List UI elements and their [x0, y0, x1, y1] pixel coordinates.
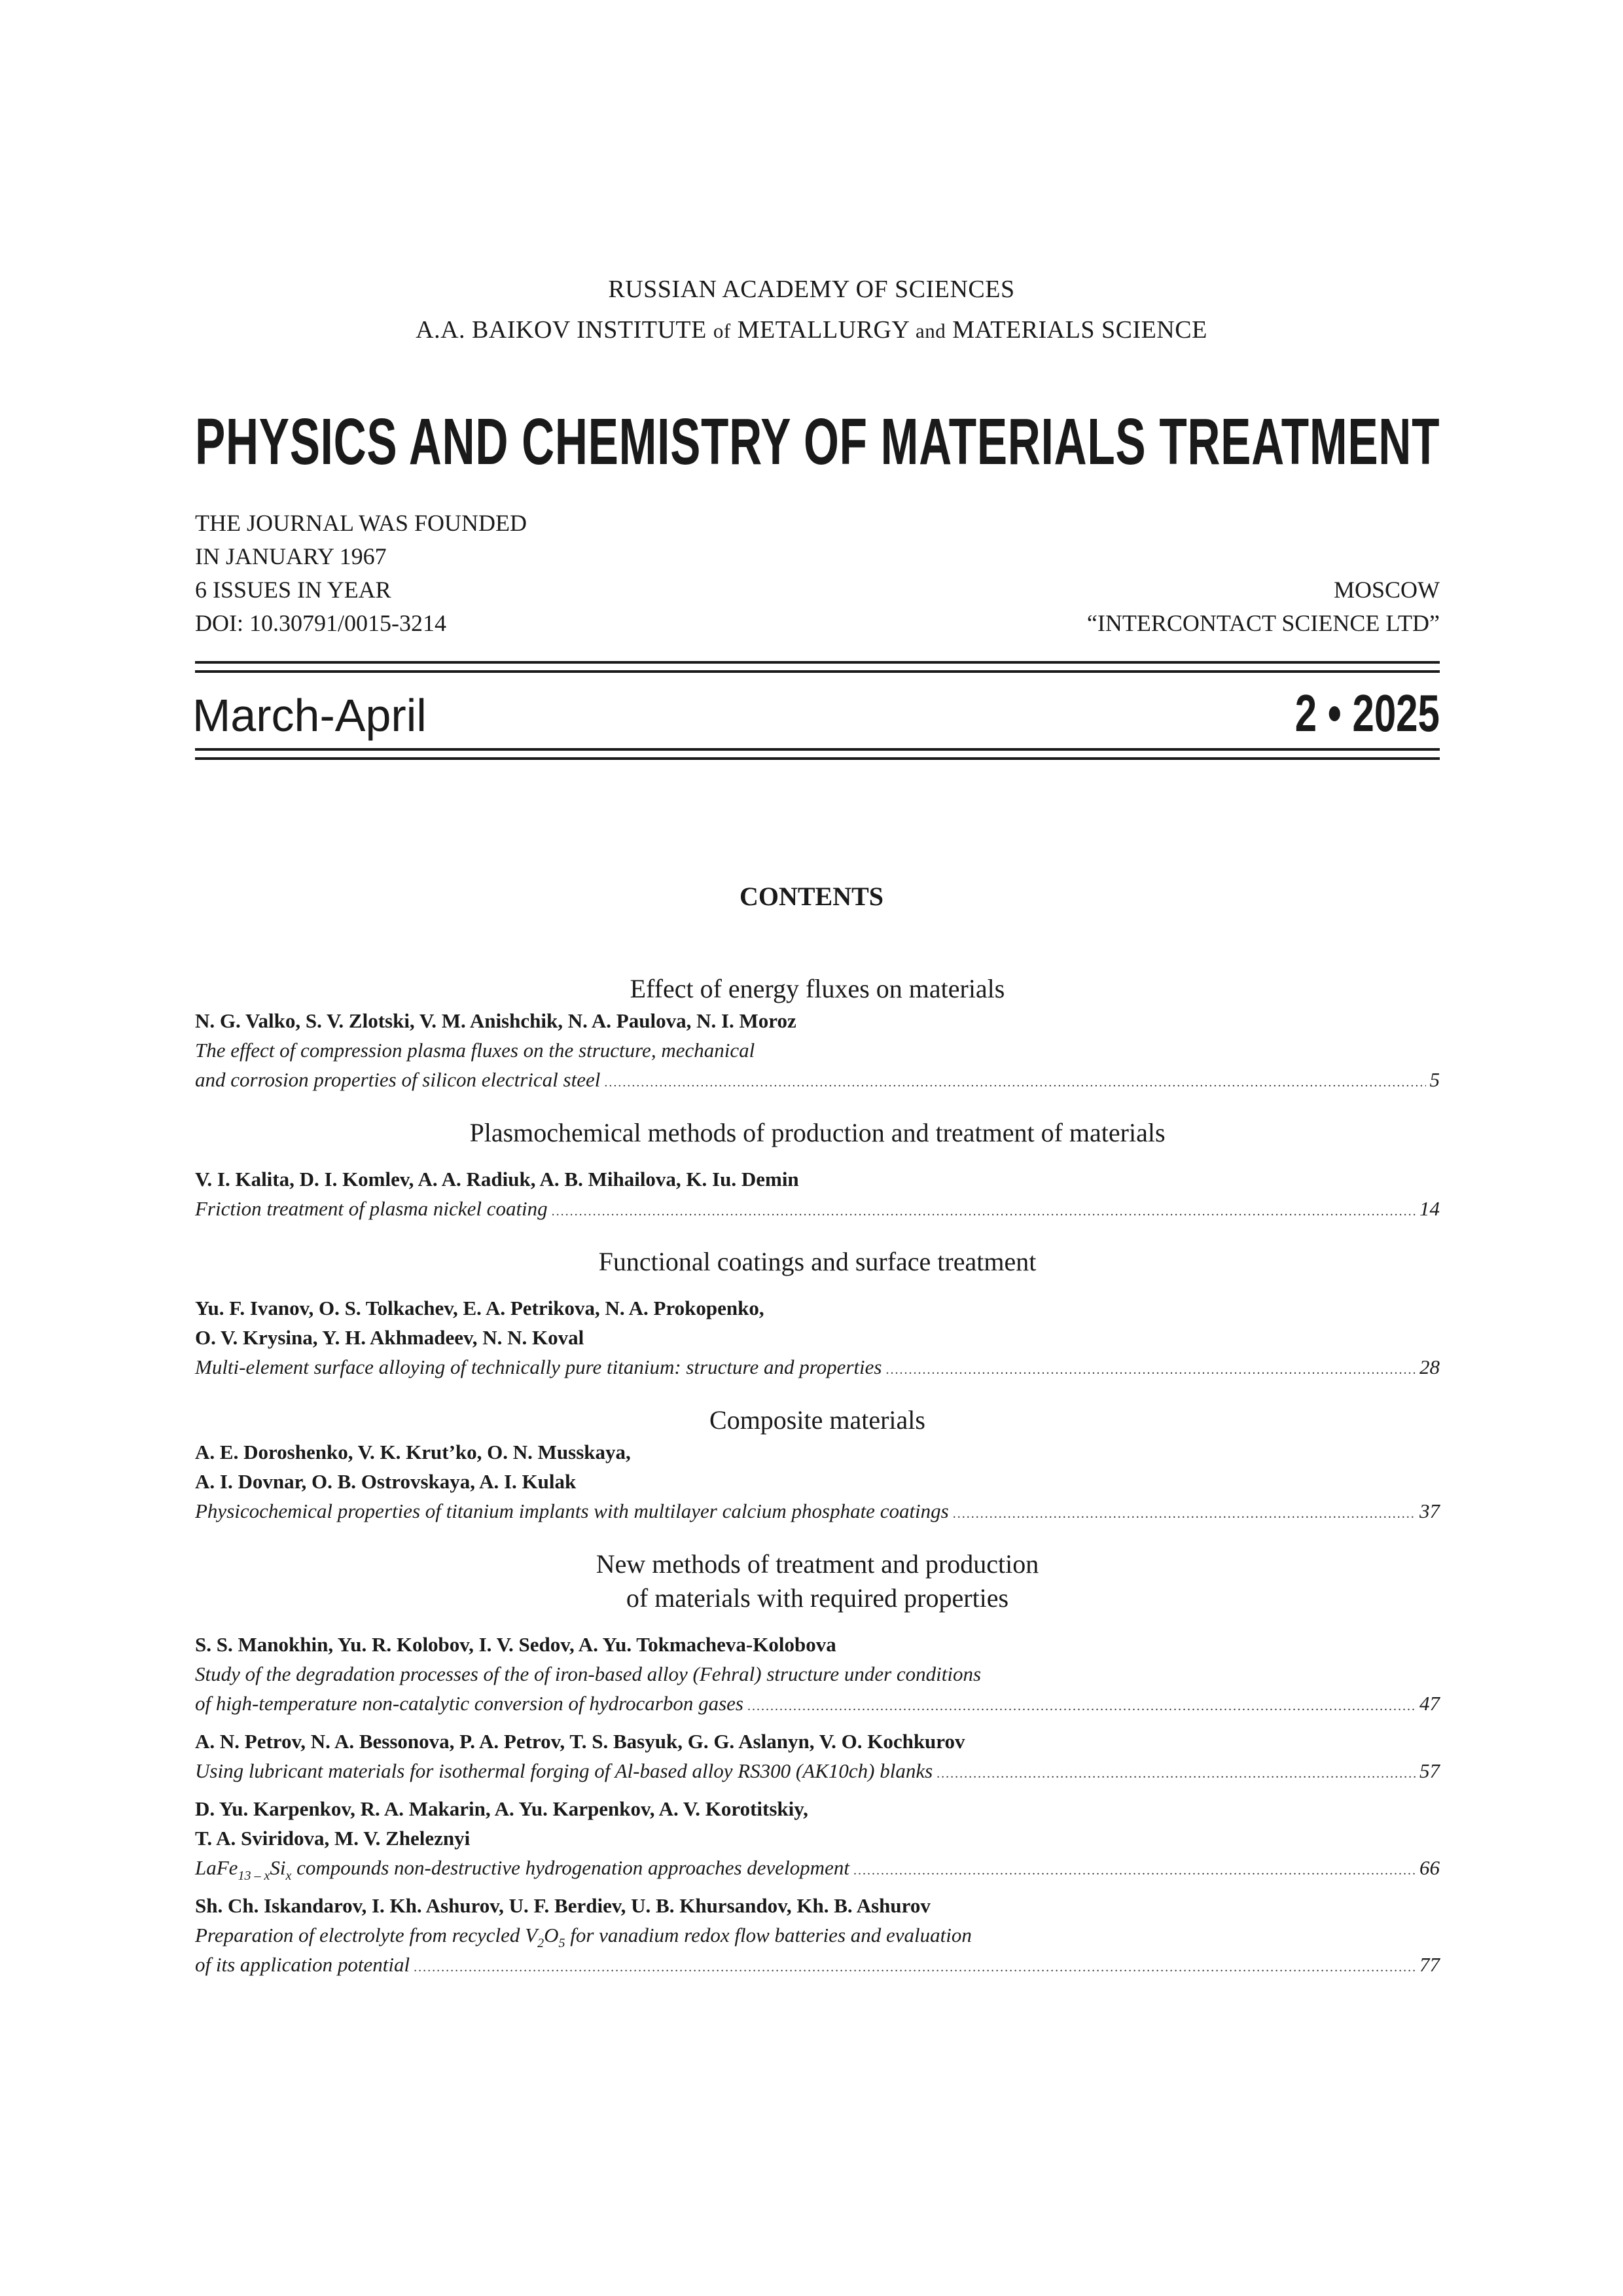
entry-authors: V. I. Kalita, D. I. Komlev, A. A. Radiuk, A. B. Mihailova, K. Iu. Demin — [195, 1168, 799, 1191]
toc-entry[interactable] — [195, 1164, 1440, 1227]
entry-title: Physicochemical properties of titanium implants with multilayer calcium phosphate coatings — [195, 1499, 949, 1522]
organization-name: RUSSIAN ACADEMY OF SCIENCES — [608, 276, 1015, 303]
page-number: 14 — [1419, 1197, 1440, 1220]
spacer — [195, 1615, 1440, 1630]
spacer — [195, 1098, 1440, 1116]
dot-leader — [552, 1197, 1416, 1227]
spacer — [195, 1886, 1440, 1891]
toc-section — [195, 1116, 1440, 1245]
entry-authors: Yu. F. Ivanov, O. S. Tolkachev, E. A. Petrikova, N. A. Prokopenko, — [195, 1297, 764, 1319]
toc-entry[interactable] — [195, 1006, 1440, 1098]
page-number: 47 — [1419, 1692, 1440, 1715]
entry-authors: O. V. Krysina, Y. H. Akhmadeev, N. N. Koval — [195, 1326, 584, 1349]
entry-authors: Sh. Ch. Iskandarov, I. Kh. Ashurov, U. F. Berdiev, U. B. Khursandov, Kh. B. Ashurov — [195, 1894, 931, 1917]
entry-title: and corrosion properties of silicon electrical steel — [195, 1068, 601, 1091]
section-heading — [195, 1245, 1440, 1279]
spacer — [195, 1385, 1440, 1403]
toc-entry[interactable] — [195, 1630, 1440, 1721]
subscript: 2 — [537, 1936, 544, 1950]
journal-info-line: THE JOURNAL WAS FOUNDED — [195, 510, 527, 536]
divider — [195, 670, 1440, 673]
institute-name-part: A.A. BAIKOV INSTITUTE — [416, 316, 707, 344]
toc-section — [195, 1403, 1440, 1547]
spacer — [195, 1789, 1440, 1794]
entry-title — [195, 1853, 849, 1882]
dot-leader — [853, 1856, 1416, 1886]
toc-entry[interactable] — [195, 1891, 1440, 1982]
page-number: 66 — [1419, 1856, 1440, 1879]
entry-authors: N. G. Valko, S. V. Zlotski, V. M. Anishchik, N. A. Paulova, N. I. Moroz — [195, 1009, 796, 1032]
section-heading-line: Functional coatings and surface treatment — [598, 1247, 1037, 1276]
entry-authors: T. A. Sviridova, M. V. Zheleznyi — [195, 1827, 471, 1850]
section-heading-line: of materials with required properties — [626, 1583, 1009, 1613]
dot-leader — [747, 1692, 1416, 1721]
publisher-name: “INTERCONTACT SCIENCE LTD” — [1086, 610, 1440, 636]
spacer — [195, 1529, 1440, 1547]
divider — [195, 748, 1440, 751]
toc-entry[interactable] — [195, 1437, 1440, 1529]
dot-leader — [886, 1355, 1416, 1385]
issue-months: March-April — [192, 690, 427, 741]
toc-entry[interactable] — [195, 1794, 1440, 1886]
entry-title-row — [195, 1194, 1440, 1227]
journal-title: PHYSICS AND CHEMISTRY OF MATERIALS TREATMENT — [195, 405, 1440, 478]
entry-title: Study of the degradation processes of the of iron-based alloy (Fehral) structure under conditions — [195, 1662, 982, 1685]
entry-title: of its application potential — [195, 1953, 410, 1976]
institute-name-part: and — [915, 319, 946, 342]
page-number: 37 — [1419, 1499, 1440, 1522]
entry-title: The effect of compression plasma fluxes on the structure, mechanical — [195, 1039, 755, 1062]
dot-leader — [604, 1068, 1425, 1098]
spacer — [195, 1150, 1440, 1164]
journal-info-line: IN JANUARY 1967 — [195, 543, 387, 569]
entry-title-row — [195, 1352, 1440, 1385]
institute-name-part: of — [713, 319, 731, 342]
entry-title: of high-temperature non-catalytic conversion of hydrocarbon gases — [195, 1692, 743, 1715]
toc-section — [195, 972, 1440, 1116]
entry-title-row — [195, 1496, 1440, 1529]
subscript: 13 – x — [238, 1869, 270, 1883]
page-number: 28 — [1419, 1355, 1440, 1378]
contents-heading: CONTENTS — [739, 882, 884, 911]
publisher-info — [1087, 573, 1440, 640]
entry-authors: S. S. Manokhin, Yu. R. Kolobov, I. V. Sedov, A. Yu. Tokmacheva-Kolobova — [195, 1633, 836, 1656]
institute-name — [0, 315, 1623, 344]
spacer — [195, 1721, 1440, 1727]
doi: DOI: 10.30791/0015-3214 — [195, 610, 446, 636]
entry-title: Using lubricant materials for isothermal forging of Al-based alloy RS300 (AK10ch) blanks — [195, 1759, 933, 1782]
subscript: 5 — [558, 1936, 565, 1950]
issue-number: 2 • 2025 — [1294, 684, 1440, 742]
entry-title-row — [195, 1065, 1440, 1098]
section-heading — [195, 1403, 1440, 1437]
spacer — [195, 1279, 1440, 1293]
toc-section — [195, 1245, 1440, 1403]
journal-info — [195, 507, 527, 640]
section-heading — [195, 1547, 1440, 1615]
publisher-city: MOSCOW — [1333, 577, 1440, 603]
toc-entry[interactable] — [195, 1727, 1440, 1789]
journal-info-line: 6 ISSUES IN YEAR — [195, 577, 391, 603]
entry-title-row — [195, 1853, 1440, 1886]
section-heading — [195, 972, 1440, 1006]
dot-leader — [414, 1953, 1416, 1982]
section-heading — [195, 1116, 1440, 1150]
page-number: 77 — [1419, 1953, 1440, 1976]
table-of-contents — [195, 972, 1440, 1982]
spacer — [195, 1227, 1440, 1245]
entry-authors: A. I. Dovnar, O. B. Ostrovskaya, A. I. Kulak — [195, 1470, 577, 1493]
page-number: 5 — [1429, 1068, 1440, 1091]
divider — [195, 661, 1440, 664]
entry-title-row — [195, 1950, 1440, 1982]
section-heading-line: Composite materials — [709, 1405, 925, 1435]
section-heading-line: Plasmochemical methods of production and treatment of materials — [469, 1118, 1166, 1147]
title-part: for vanadium redox flow batteries and evaluation — [565, 1924, 972, 1946]
title-part: Preparation of electrolyte from recycled V — [195, 1924, 538, 1946]
title-part: compounds non-destructive hydrogenation approaches development — [291, 1856, 849, 1879]
section-heading-line: New methods of treatment and production — [596, 1549, 1039, 1579]
title-part: Si — [270, 1856, 286, 1879]
toc-section — [195, 1547, 1440, 1982]
divider — [195, 757, 1440, 760]
institute-name-part: METALLURGY — [737, 316, 909, 344]
entry-authors: A. E. Doroshenko, V. K. Krut’ko, O. N. Musskaya, — [195, 1441, 631, 1463]
dot-leader — [953, 1499, 1416, 1529]
page-number: 57 — [1419, 1759, 1440, 1782]
entry-authors: D. Yu. Karpenkov, R. A. Makarin, A. Yu. Karpenkov, A. V. Korotitskiy, — [195, 1797, 808, 1820]
subscript: x — [285, 1869, 292, 1883]
title-part: O — [544, 1924, 559, 1946]
entry-title: Friction treatment of plasma nickel coating — [195, 1197, 548, 1220]
title-part: LaFe — [195, 1856, 238, 1879]
entry-title — [195, 1920, 1440, 1950]
entry-title-row — [195, 1689, 1440, 1721]
entry-authors: A. N. Petrov, N. A. Bessonova, P. A. Petrov, T. S. Basyuk, G. G. Aslanyn, V. O. Kochkurov — [195, 1730, 965, 1753]
institute-name-part: MATERIALS SCIENCE — [952, 316, 1207, 344]
toc-entry[interactable] — [195, 1293, 1440, 1385]
entry-title-row — [195, 1756, 1440, 1789]
dot-leader — [936, 1759, 1416, 1789]
section-heading-line: Effect of energy fluxes on materials — [630, 974, 1005, 1003]
entry-title: Multi-element surface alloying of technically pure titanium: structure and properties — [195, 1355, 882, 1378]
